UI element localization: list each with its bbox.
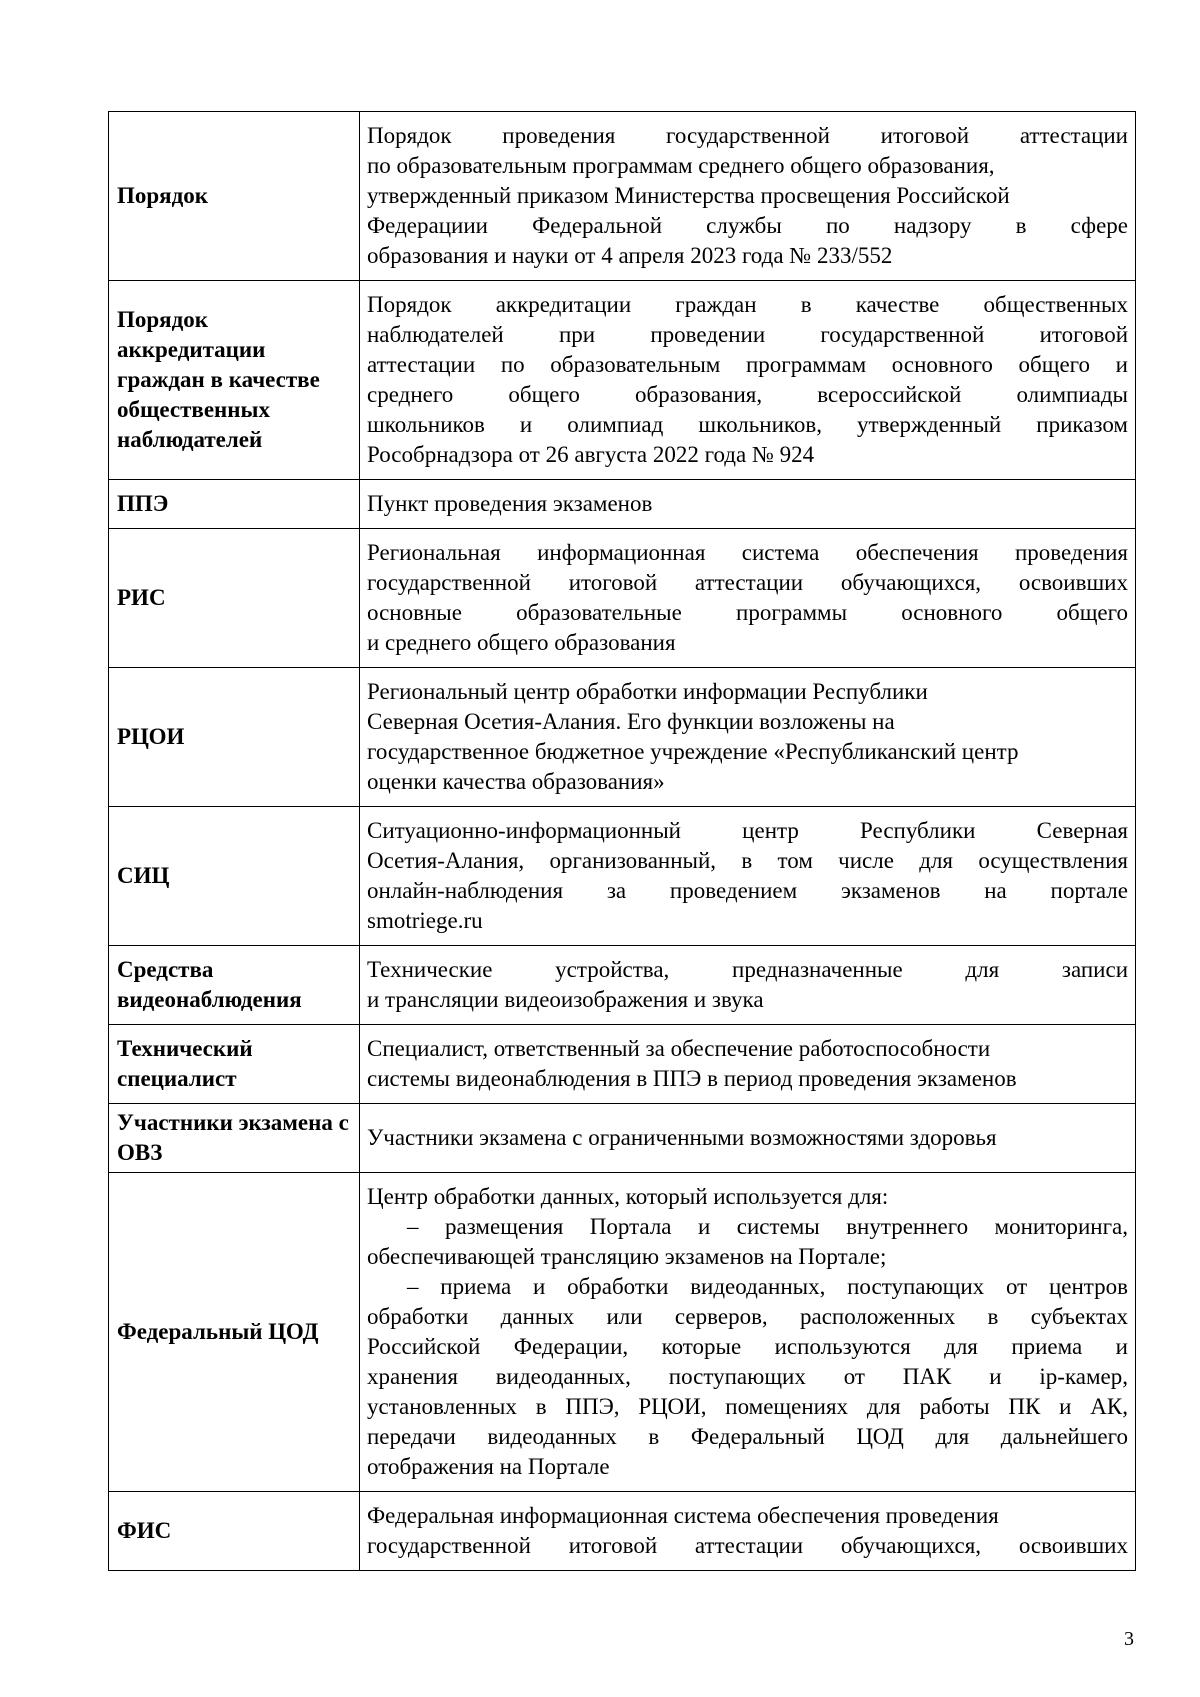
- definition-line: Специалист, ответственный за обеспечение работоспособности: [367, 1036, 991, 1061]
- glossary-row: [109, 1492, 1136, 1571]
- glossary-term: Средства видеонаблюдения: [109, 946, 360, 1025]
- definition-line: Рособрнадзора от 26 августа 2022 года № 924: [367, 442, 815, 467]
- glossary-row: [109, 529, 1136, 668]
- definition-line: Пункт проведения экзаменов: [367, 491, 653, 516]
- definition-line: государственное бюджетное учреждение «Республиканский центр: [367, 739, 1019, 764]
- glossary-row: [109, 1173, 1136, 1492]
- glossary-term: Порядок аккредитации граждан в качестве общественных наблюдателей: [109, 281, 360, 480]
- definition-line: оценки качества образования»: [367, 769, 665, 794]
- definition-line: Участники экзамена с ограниченными возможностями здоровья: [367, 1125, 997, 1150]
- definition-line: Центр обработки данных, который используется для:: [367, 1184, 889, 1209]
- definition-line: и трансляции видеоизображения и звука: [367, 987, 764, 1012]
- definition-line: государственной итоговой аттестации обучающихся, освоивших: [367, 1533, 1128, 1558]
- definition-line: обеспечивающей трансляцию экзаменов на Портале;: [367, 1244, 887, 1269]
- glossary-definition: [360, 112, 1136, 281]
- definition-line: по образовательным программам среднего общего образования,: [367, 153, 995, 178]
- glossary-definition: [360, 807, 1136, 946]
- glossary-row: [109, 1104, 1136, 1173]
- glossary-row: [109, 1025, 1136, 1104]
- glossary-definition: [360, 1025, 1136, 1104]
- definition-line: основные образовательные программы основного общего: [367, 600, 1128, 625]
- glossary-definition: [360, 946, 1136, 1025]
- glossary-term: ФИС: [109, 1492, 360, 1571]
- glossary-term: Участники экзамена с ОВЗ: [109, 1104, 360, 1173]
- definition-line: Порядок аккредитации граждан в качестве общественных: [367, 292, 1128, 317]
- glossary-row: [109, 281, 1136, 480]
- glossary-row: [109, 946, 1136, 1025]
- page-number: 3: [1124, 1628, 1134, 1650]
- glossary-definition: [360, 1492, 1136, 1571]
- glossary-definition: [360, 480, 1136, 529]
- definition-line: государственной итоговой аттестации обучающихся, освоивших: [367, 570, 1128, 595]
- glossary-row: [109, 112, 1136, 281]
- definition-line: Осетия-Алания, организованный, в том числе для осуществления: [367, 848, 1128, 873]
- definition-line: утвержденный приказом Министерства просвещения Российской: [367, 183, 1010, 208]
- definition-line: отображения на Портале: [367, 1454, 610, 1479]
- glossary-row: [109, 807, 1136, 946]
- definition-line: Северная Осетия-Алания. Его функции возложены на: [367, 709, 895, 734]
- definition-line: школьников и олимпиад школьников, утвержденный приказом: [367, 412, 1128, 437]
- definition-line: обработки данных или серверов, расположенных в субъектах: [367, 1304, 1128, 1329]
- glossary-row: [109, 480, 1136, 529]
- glossary-definition: [360, 281, 1136, 480]
- glossary-definition: [360, 1173, 1136, 1492]
- glossary-term: Технический специалист: [109, 1025, 360, 1104]
- definition-line: и среднего общего образования: [367, 630, 676, 655]
- glossary-table: [108, 111, 1136, 1571]
- definition-line: Федеральная информационная система обеспечения проведения: [367, 1503, 999, 1528]
- glossary-definition: [360, 1104, 1136, 1173]
- definition-line: smotriege.ru: [367, 908, 483, 933]
- glossary-term: РИС: [109, 529, 360, 668]
- definition-line: Российской Федерации, которые используются для приема и: [367, 1334, 1128, 1359]
- glossary-definition: [360, 529, 1136, 668]
- glossary-term: ППЭ: [109, 480, 360, 529]
- definition-line: среднего общего образования, всероссийской олимпиады: [367, 382, 1128, 407]
- definition-line: Порядок проведения государственной итоговой аттестации: [367, 123, 1128, 148]
- definition-line: установленных в ППЭ, РЦОИ, помещениях для работы ПК и АК,: [367, 1394, 1128, 1419]
- glossary-term: Федеральный ЦОД: [109, 1173, 360, 1492]
- definition-line: Федерациии Федеральной службы по надзору в сфере: [367, 213, 1128, 238]
- glossary-row: [109, 668, 1136, 807]
- definition-line: – размещения Портала и системы внутреннего мониторинга,: [407, 1214, 1128, 1239]
- definition-line: Ситуационно-информационный центр Республики Северная: [367, 818, 1128, 843]
- definition-line: передачи видеоданных в Федеральный ЦОД для дальнейшего: [367, 1424, 1128, 1449]
- glossary-term: Порядок: [109, 112, 360, 281]
- glossary-definition: [360, 668, 1136, 807]
- definition-line: аттестации по образовательным программам основного общего и: [367, 352, 1128, 377]
- definition-line: онлайн-наблюдения за проведением экзаменов на портале: [367, 878, 1128, 903]
- definition-line: системы видеонаблюдения в ППЭ в период проведения экзаменов: [367, 1066, 1017, 1091]
- definition-line: Технические устройства, предназначенные для записи: [367, 957, 1128, 982]
- definition-line: хранения видеоданных, поступающих от ПАК и ip-камер,: [367, 1364, 1128, 1389]
- definition-line: наблюдателей при проведении государственной итоговой: [367, 322, 1128, 347]
- definition-line: – приема и обработки видеоданных, поступающих от центров: [407, 1274, 1128, 1299]
- definition-line: образования и науки от 4 апреля 2023 года № 233/552: [367, 243, 893, 268]
- definition-line: Региональный центр обработки информации Республики: [367, 679, 928, 704]
- glossary-term: РЦОИ: [109, 668, 360, 807]
- glossary-term: СИЦ: [109, 807, 360, 946]
- definition-line: Региональная информационная система обеспечения проведения: [367, 540, 1128, 565]
- glossary-table-body: [109, 112, 1136, 1571]
